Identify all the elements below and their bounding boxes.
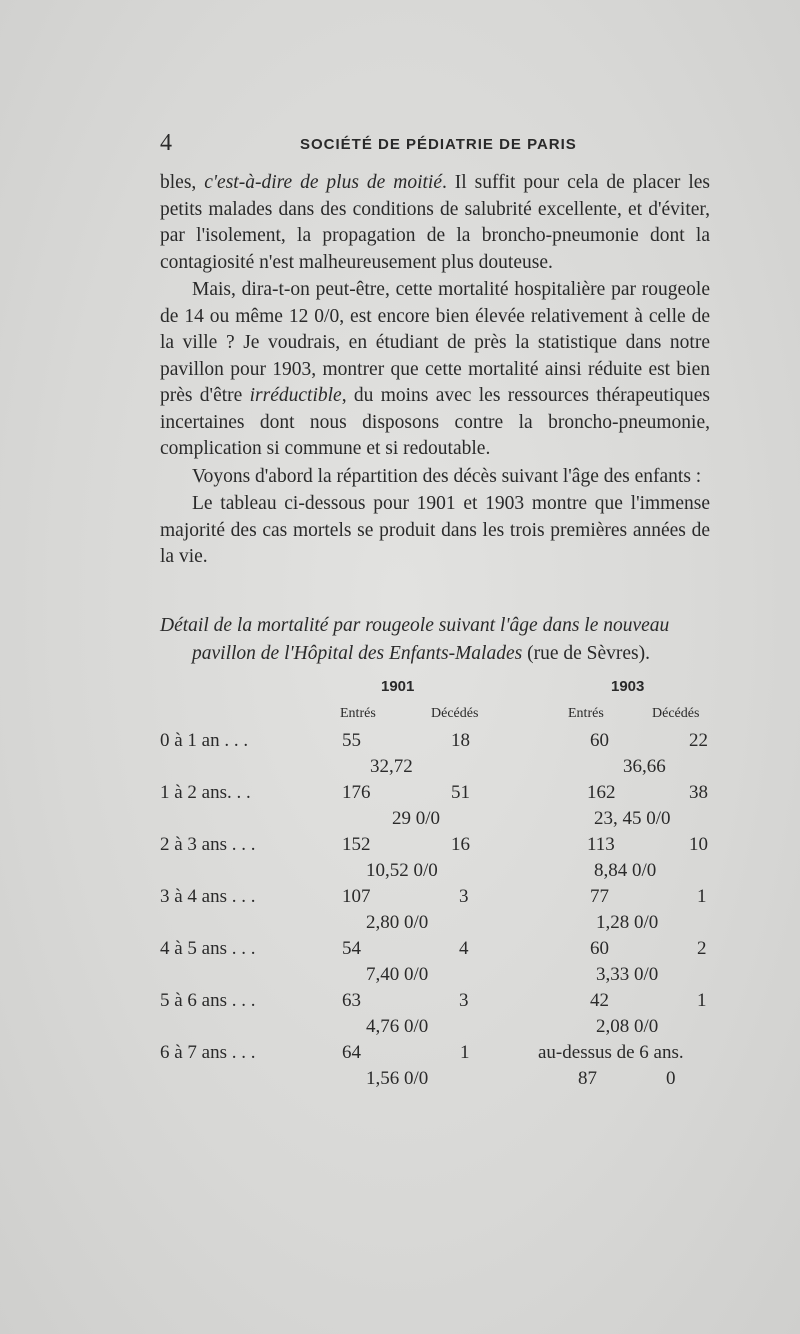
cell-decedes-1903: 10 xyxy=(689,834,708,855)
col-decedes-1903: Décédés xyxy=(652,706,700,721)
cell-decedes-1903: 0 xyxy=(666,1068,676,1089)
cell-pct-1901: 7,40 0/0 xyxy=(366,964,429,985)
cell-pct-1903: 1,28 0/0 xyxy=(596,912,659,933)
cell-pct-1901: 4,76 0/0 xyxy=(366,1016,429,1037)
cell-entres-1901: 107 xyxy=(342,886,371,907)
table-caption xyxy=(160,612,710,668)
col-entres-1901: Entrés xyxy=(340,706,376,721)
row-age: 0 à 1 an . . . xyxy=(160,730,249,751)
paragraph-3: Voyons d'abord la répartition des décès suivant l'âge des enfants : xyxy=(192,465,702,487)
caption-line-2 xyxy=(160,640,710,668)
cell-pct-1901: 10,52 0/0 xyxy=(366,860,438,881)
cell-entres-1903: 87 xyxy=(578,1068,597,1089)
caption-plain: (rue de Sèvres). xyxy=(522,643,650,664)
cell-pct-1903: 23, 45 0/0 xyxy=(594,808,671,829)
cell-entres-1903: 42 xyxy=(590,990,609,1011)
row-age: 3 à 4 ans . . . xyxy=(160,886,256,907)
p2-text-a: Mais, dira-t-on peut-être, cette mortalité hospitalière par rougeole de 14 ou même 12 0/0, est encore bien élevée relativement à celle de la ville ? Je voudrais, en étudiant de près la statistique dans notre pavillon pour 1903, montrer que cette mortalité ainsi réduite est bien près d'être xyxy=(160,279,710,406)
p2-italic: irréductible xyxy=(249,385,342,406)
cell-entres-1901: 63 xyxy=(342,990,361,1011)
cell-decedes-1903: 38 xyxy=(689,782,708,803)
cell-decedes-1903: 2 xyxy=(697,938,707,959)
cell-entres-1903: 77 xyxy=(590,886,609,907)
cell-decedes-1903: 22 xyxy=(689,730,708,751)
cell-entres-1903: 113 xyxy=(587,834,615,855)
p1-italic: c'est-à-dire de plus de moitié xyxy=(204,172,442,193)
caption-italic: pavillon de l'Hôpital des Enfants-Malades xyxy=(192,643,523,664)
cell-decedes-1903: 1 xyxy=(697,886,707,907)
paragraph-4: Le tableau ci-dessous pour 1901 et 1903 montre que l'immense majorité des cas mortels se produit dans les trois premières années de la vie. xyxy=(160,493,710,567)
cell-decedes-1901: 3 xyxy=(459,990,469,1011)
cell-pct-1903: 36,66 xyxy=(623,756,666,777)
row-age: 5 à 6 ans . . . xyxy=(160,990,256,1011)
row-age: 1 à 2 ans. . . xyxy=(160,782,251,803)
cell-decedes-1901: 51 xyxy=(451,782,470,803)
cell-pct-1903: 2,08 0/0 xyxy=(596,1016,659,1037)
cell-decedes-1901: 3 xyxy=(459,886,469,907)
cell-entres-1903: 60 xyxy=(590,730,609,751)
cell-note-1903: au-dessus de 6 ans. xyxy=(538,1042,684,1063)
caption-line-1: Détail de la mortalité par rougeole suivant l'âge dans le nouveau xyxy=(160,615,670,636)
cell-decedes-1901: 4 xyxy=(459,938,469,959)
cell-entres-1901: 54 xyxy=(342,938,361,959)
cell-entres-1901: 152 xyxy=(342,834,371,855)
cell-decedes-1901: 1 xyxy=(460,1042,470,1063)
cell-pct-1901: 2,80 0/0 xyxy=(366,912,429,933)
cell-decedes-1903: 1 xyxy=(697,990,707,1011)
p1-text-a: bles, xyxy=(160,172,205,193)
running-head: SOCIÉTÉ DE PÉDIATRIE DE PARIS xyxy=(300,136,577,153)
cell-pct-1901: 29 0/0 xyxy=(392,808,441,829)
cell-decedes-1901: 18 xyxy=(451,730,470,751)
row-age: 4 à 5 ans . . . xyxy=(160,938,256,959)
p2-text-c: , du moins avec les ressources thérapeutiques incertaines dont nous disposons contre la broncho-pneumonie, complication si commune et si redoutable. xyxy=(160,385,710,459)
year-1901-heading: 1901 xyxy=(381,678,415,695)
cell-decedes-1901: 16 xyxy=(451,834,470,855)
col-entres-1903: Entrés xyxy=(568,706,604,721)
p1-text-c: . Il suffit pour cela de placer les petits malades dans des conditions de salubrité excellente, et d'éviter, par l'isolement, la propagation de la broncho-pneumonie dont la contagiosité n'est malheureusement plus douteuse. xyxy=(160,172,710,273)
cell-pct-1903: 8,84 0/0 xyxy=(594,860,657,881)
row-age: 6 à 7 ans . . . xyxy=(160,1042,256,1063)
cell-entres-1901: 55 xyxy=(342,730,361,751)
row-age: 2 à 3 ans . . . xyxy=(160,834,256,855)
cell-pct-1903: 3,33 0/0 xyxy=(596,964,659,985)
cell-entres-1901: 64 xyxy=(342,1042,361,1063)
paragraph-2 xyxy=(160,277,710,463)
page-header xyxy=(160,130,710,160)
cell-entres-1901: 176 xyxy=(342,782,371,803)
year-1903-heading: 1903 xyxy=(611,678,645,695)
cell-entres-1903: 162 xyxy=(587,782,616,803)
cell-pct-1901: 32,72 xyxy=(370,756,413,777)
paragraph-1 xyxy=(160,170,710,276)
cell-entres-1903: 60 xyxy=(590,938,609,959)
cell-pct-1901: 1,56 0/0 xyxy=(366,1068,429,1089)
body-text xyxy=(160,170,710,571)
col-decedes-1901: Décédés xyxy=(431,706,479,721)
page-number: 4 xyxy=(160,130,172,156)
